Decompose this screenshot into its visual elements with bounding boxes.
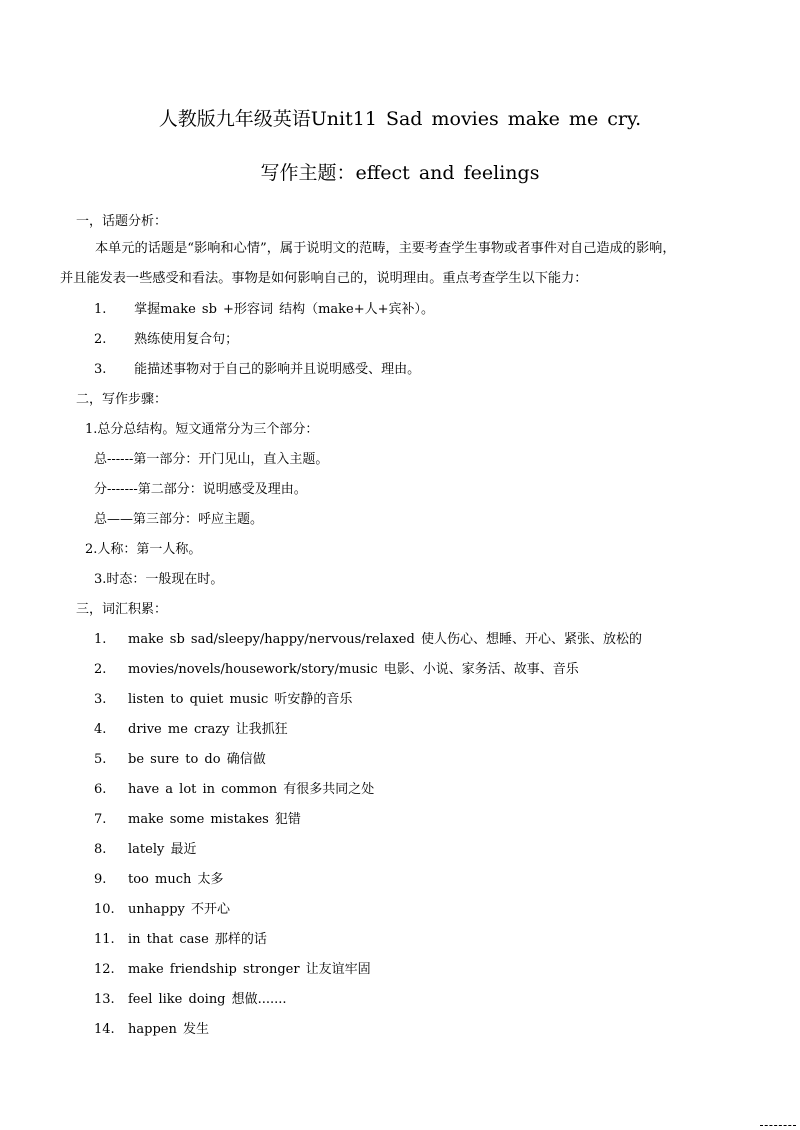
step-structure: 1.总分总结构。短文通常分为三个部分： <box>85 422 319 437</box>
paragraph-line: 本单元的话题是“影响和心情”，属于说明文的范畴，主要考查学生事物或者事件对自己造成的影响， <box>95 241 676 256</box>
vocab-text: be sure to do 确信做 <box>128 752 266 767</box>
paragraph-line: 并且能发表一些感受和看法。事物是如何影响自己的，说明理由。重点考查学生以下能力： <box>60 271 588 286</box>
vocab-item <box>94 868 224 887</box>
document-title: 人教版九年级英语Unit11 Sad movies make me cry. <box>158 108 642 130</box>
vocab-number: 4. <box>94 722 107 737</box>
list-item <box>94 358 420 377</box>
list-item-number: 1. <box>94 302 107 317</box>
document-subtitle: 写作主题：effect and feelings <box>260 162 540 184</box>
vocab-item <box>94 898 230 917</box>
vocab-item <box>94 748 266 767</box>
vocab-item <box>94 808 301 827</box>
list-item-text: 能描述事物对于自己的影响并且说明感受、理由。 <box>134 362 421 377</box>
vocab-item <box>94 988 287 1007</box>
vocab-number: 8. <box>94 842 107 857</box>
vocab-text: happen 发生 <box>128 1022 209 1037</box>
structure-part: 总------第一部分：开门见山，直入主题。 <box>94 452 329 467</box>
vocab-text: drive me crazy 让我抓狂 <box>128 722 288 737</box>
topic-analysis-paragraph <box>60 234 736 294</box>
vocab-text: movies/novels/housework/story/music 电影、小说、家务活、故事、音乐 <box>128 662 579 677</box>
section-heading-vocabulary: 三，词汇积累： <box>76 602 168 617</box>
list-item-number: 3. <box>94 362 107 377</box>
vocab-item <box>94 628 642 647</box>
vocab-number: 7. <box>94 812 107 827</box>
vocab-number: 14. <box>94 1022 115 1037</box>
vocab-number: 13. <box>94 992 115 1007</box>
vocab-text: too much 太多 <box>128 872 224 887</box>
vocab-item <box>94 778 374 797</box>
vocab-text: have a lot in common 有很多共同之处 <box>128 782 375 797</box>
vocab-text: make friendship stronger 让友谊牢固 <box>128 962 371 977</box>
list-item <box>94 298 434 317</box>
vocab-number: 6. <box>94 782 107 797</box>
vocab-item <box>94 838 196 857</box>
vocab-text: unhappy 不开心 <box>128 902 230 917</box>
vocab-item <box>94 928 267 947</box>
vocab-number: 1. <box>94 632 107 647</box>
step-tense: 3.时态：一般现在时。 <box>94 572 224 587</box>
section-heading-topic-analysis: 一，话题分析： <box>76 214 168 229</box>
vocab-number: 12. <box>94 962 115 977</box>
vocab-number: 10. <box>94 902 115 917</box>
vocab-text: make some mistakes 犯错 <box>128 812 301 827</box>
structure-part: 总——第三部分：呼应主题。 <box>94 512 264 527</box>
vocab-item <box>94 658 579 677</box>
vocab-text: in that case 那样的话 <box>128 932 267 947</box>
vocab-number: 5. <box>94 752 107 767</box>
list-item-number: 2. <box>94 332 107 347</box>
vocab-number: 9. <box>94 872 107 887</box>
section-heading-writing-steps: 二，写作步骤： <box>76 392 168 407</box>
vocab-item <box>94 958 371 977</box>
vocab-text: feel like doing 想做....... <box>128 992 287 1007</box>
vocab-text: make sb sad/sleepy/happy/nervous/relaxed 使人伤心、想睡、开心、紧张、放松的 <box>128 632 642 647</box>
vocab-item <box>94 688 352 707</box>
list-item <box>94 328 238 347</box>
structure-part: 分-------第二部分：说明感受及理由。 <box>94 482 307 497</box>
vocab-item <box>94 1018 209 1037</box>
vocab-number: 11. <box>94 932 115 947</box>
vocab-number: 2. <box>94 662 107 677</box>
step-person: 2.人称：第一人称。 <box>85 542 202 557</box>
page-corner-divider <box>760 1125 796 1126</box>
vocab-item <box>94 718 288 737</box>
vocab-text: lately 最近 <box>128 842 197 857</box>
list-item-text: 熟练使用复合句； <box>134 332 239 347</box>
list-item-text: 掌握make sb +形容词 结构（make+人+宾补）。 <box>134 302 435 317</box>
vocab-number: 3. <box>94 692 107 707</box>
vocab-text: listen to quiet music 听安静的音乐 <box>128 692 353 707</box>
